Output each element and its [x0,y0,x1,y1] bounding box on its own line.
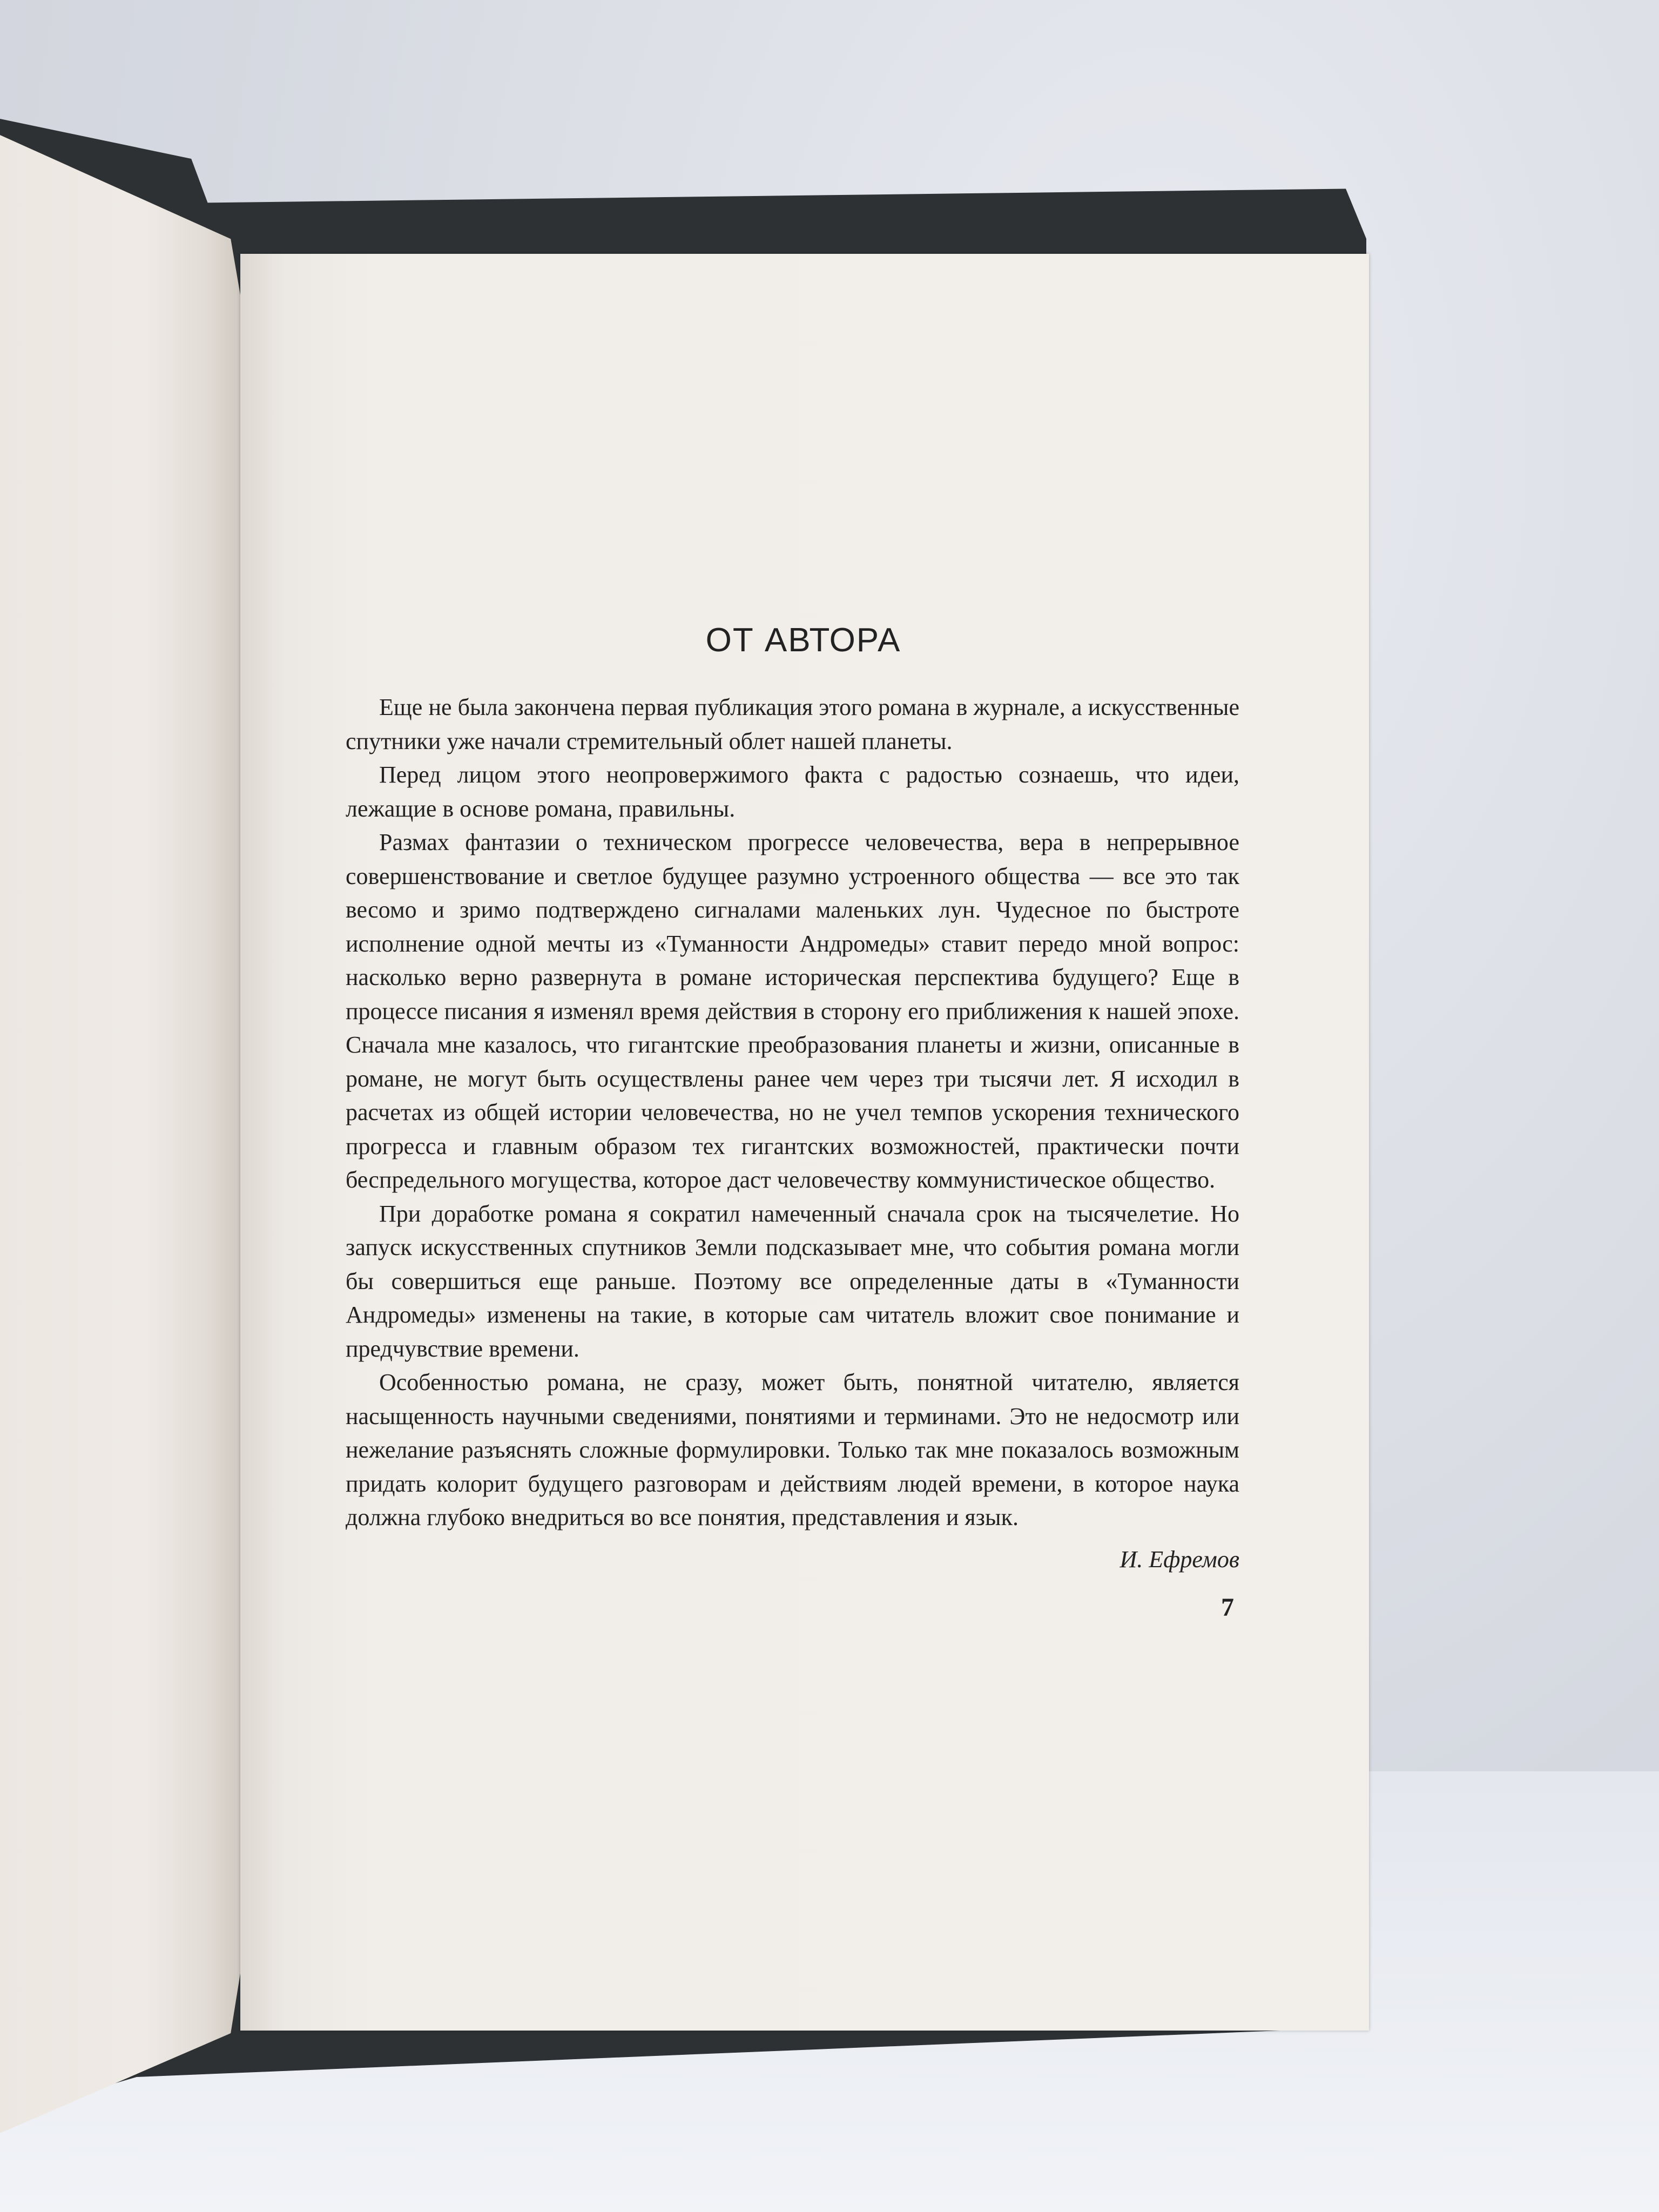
paragraph: Перед лицом этого неопровержимого факта с радостью сознаешь, что идеи, лежащие в основе романа, правильны. [346,761,1239,822]
paragraph: При доработке романа я сократил намеченный сначала срок на тысячелетие. Но запуск искусственных спутников Земли подсказывает мне, что события романа могли бы совершиться еще раньше. Поэтому все определенные даты в «Туманности Андромеды» изменены на такие, в которые сам читатель вложит свое понимание и предчувствие времени. [346,1200,1239,1362]
paragraph: Особенностью романа, не сразу, может быть, понятной читателю, является насыщенность научными сведениями, понятиями и терминами. Это не недосмотр или нежелание разъяснять сложные формулировки. Только так мне показалось возможным придать колорит будущего разговорам и действиям людей времени, в которое наука должна глубоко внедриться во все понятия, представления и язык. [346,1369,1239,1530]
page-heading: ОТ АВТОРА [705,622,901,659]
paragraph: Еще не была закончена первая публикация этого романа в журнале, а искусственные спутники уже начали стремительный облет нашей планеты. [346,694,1239,754]
left-page [0,135,240,2133]
author-signature: И. Ефремов [1120,1546,1239,1573]
paragraph: Размах фантазии о техническом прогрессе человечества, вера в непрерывное совершенствование и светлое будущее разумно устроенного общества — все это так весомо и зримо подтверждено сигналами маленьких лун. Чудесное по быстроте исполнение одной мечты из «Туманности Андромеды» ставит передо мной вопрос: насколько верно развернута в романе историческая перспектива будущего? Еще в процессе писания я изменял время действия в сторону его приближения к нашей эпохе. Сначала мне казалось, что гигантские преобразования планеты и жизни, описанные в романе, не могут быть осуществлены ранее чем через три тысячи лет. Я исходил в расчетах из общей истории человечества, но не учел темпов ускорения технического прогресса и главным образом тех гигантских возможностей, практически почти беспредельного могущества, которое даст человечеству коммунистическое общество. [346,829,1239,1193]
page-number: 7 [1221,1593,1234,1622]
page-text-block [346,621,1239,1622]
